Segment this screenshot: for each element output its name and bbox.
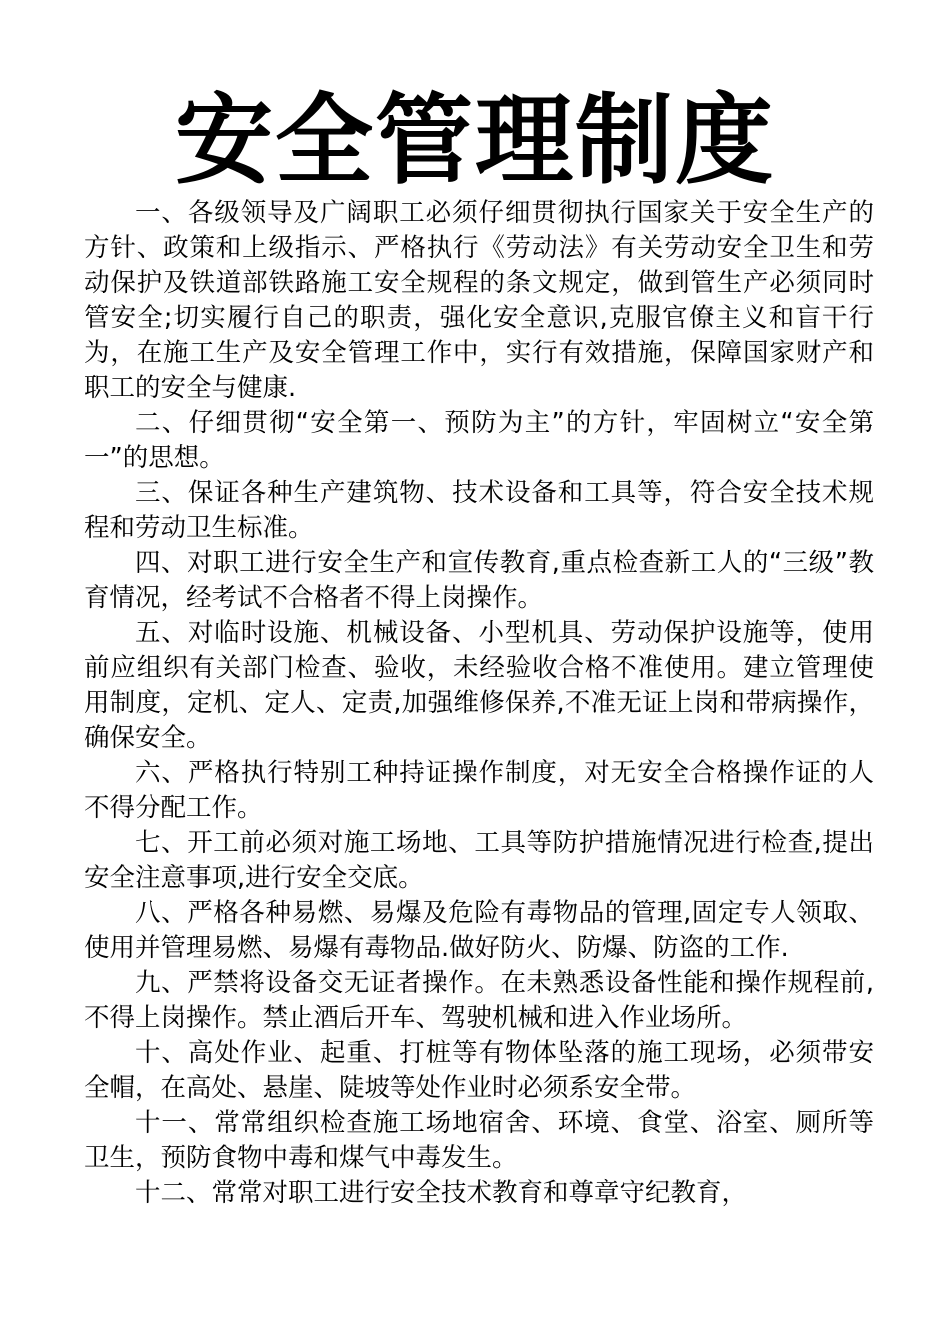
paragraph-1: 一、各级领导及广阔职工必须仔细贯彻执行国家关于安全生产的方针、政策和上级指示、严格执行《劳动法》有关劳动安全卫生和劳动保护及铁道部铁路施工安全规程的条文规定，做到管生产必须同时管安全;切实履行自己的职责，强化安全意识,克服官僚主义和盲干行为，在施工生产及安全管理工作中，实行有效措施，保障国家财产和职工的安全与健康. <box>84 198 874 403</box>
paragraph-4: 四、对职工进行安全生产和宣传教育,重点检查新工人的“三级”教育情况，经考试不合格者不得上岗操作。 <box>84 548 874 613</box>
paragraph-8: 八、严格各种易燃、易爆及危险有毒物品的管理,固定专人领取、使用并管理易燃、易爆有毒物品.做好防火、防爆、防盗的工作. <box>84 898 874 963</box>
paragraph-12: 十二、常常对职工进行安全技术教育和尊章守纪教育， <box>135 1178 748 1208</box>
paragraph-9: 九、严禁将设备交无证者操作。在未熟悉设备性能和操作规程前,不得上岗操作。禁止酒后开车、驾驶机械和进入作业场所。 <box>84 968 874 1033</box>
paragraph-10: 十、高处作业、起重、打桩等有物体坠落的施工现场，必须带安全帽，在高处、悬崖、陡坡等处作业时必须系安全带。 <box>84 1038 874 1103</box>
paragraph-3: 三、保证各种生产建筑物、技术设备和工具等，符合安全技术规程和劳动卫生标准。 <box>84 478 874 543</box>
document-title: 安全管理制度 <box>174 84 775 198</box>
paragraph-11: 十一、常常组织检查施工场地宿舍、环境、食堂、浴室、厕所等卫生，预防食物中毒和煤气中毒发生。 <box>84 1108 874 1173</box>
paragraph-7: 七、开工前必须对施工场地、工具等防护措施情况进行检查,提出安全注意事项,进行安全交底。 <box>84 828 874 893</box>
paragraph-5: 五、对临时设施、机械设备、小型机具、劳动保护设施等，使用前应组织有关部门检查、验收，未经验收合格不准使用。建立管理使用制度，定机、定人、定责,加强维修保养,不准无证上岗和带病操作，确保安全。 <box>84 618 874 753</box>
document-body <box>84 196 874 1211</box>
paragraph-6: 六、严格执行特别工种持证操作制度，对无安全合格操作证的人不得分配工作。 <box>84 758 874 823</box>
paragraph-2: 二、仔细贯彻“安全第一、预防为主”的方针，牢固树立“安全第一”的思想。 <box>84 408 874 473</box>
